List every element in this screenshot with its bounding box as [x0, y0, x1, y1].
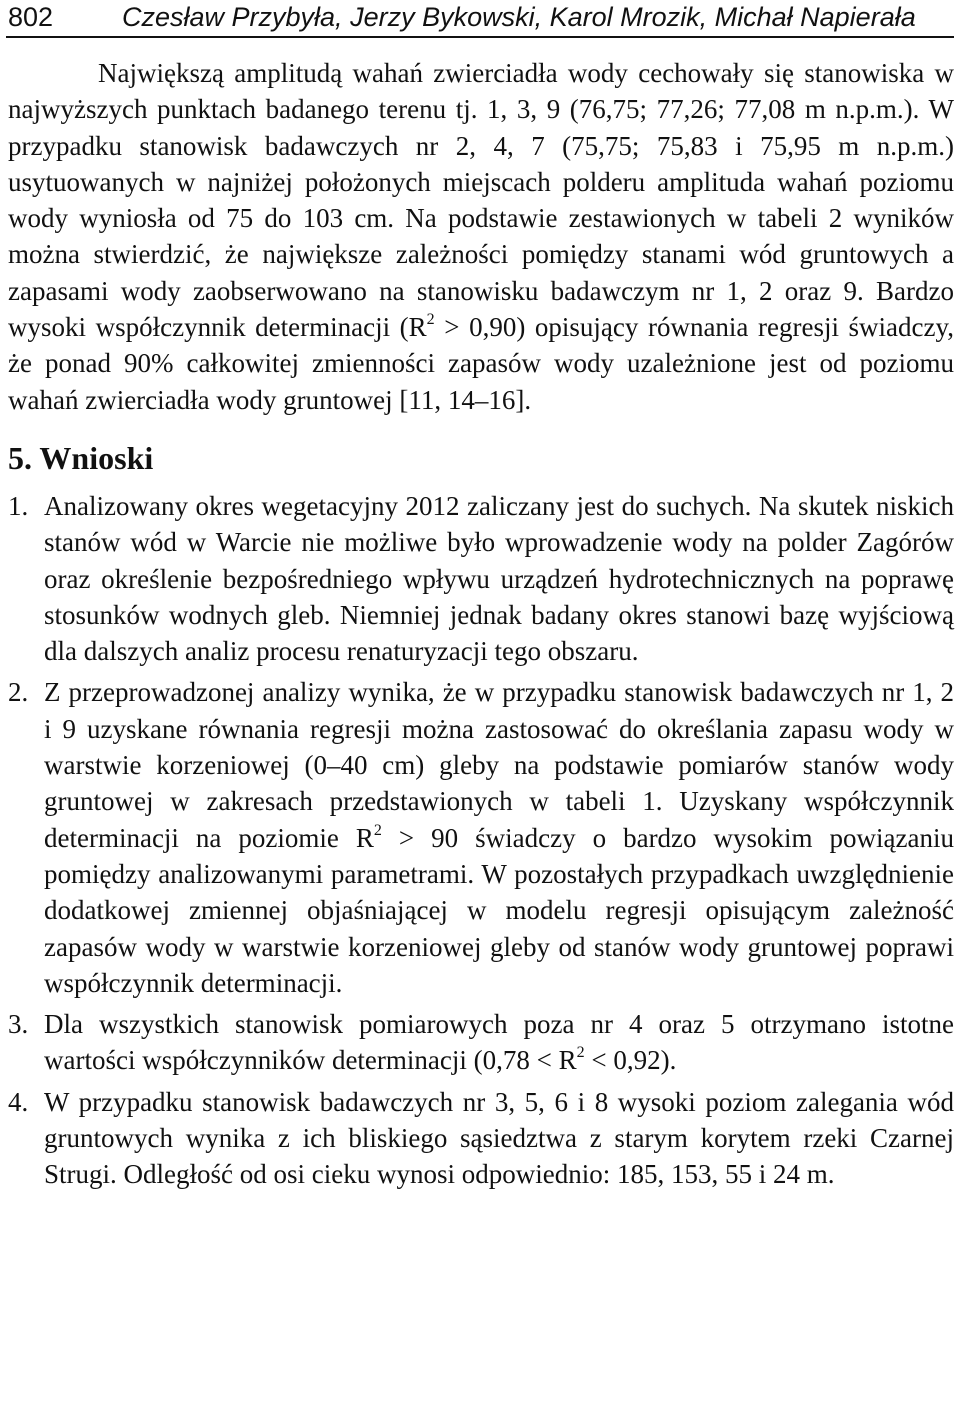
header-rule — [6, 36, 954, 38]
conclusion-number: 2. — [8, 677, 29, 708]
superscript-2: 2 — [576, 1044, 585, 1062]
superscript-2: 2 — [426, 311, 435, 329]
results-text-part1: Największą amplitudą wahań zwierciadła wody cechowały się stanowiska w najwyższych punktach badanego terenu tj. 1, 3, 9 (76,75; 77,26; 77,08 m n.p.m.). W przypadku stanowisk badawczych nr 2, 4, 7 (75,75; 75,83 i 75,95 m n.p.m.) usytuowanych w najniżej położonych miejscach polderu amplituda wahań poziomu wody wyniosła od 75 do 103 cm. Na podstawie zestawionych w tabeli 2 wyników można stwierdzić, że największe zależności pomiędzy stanami wód gruntowych a zapasami wody zaobserwowano na stanowisku badawczym nr 1, 2 oraz 9. Bardzo wysoki współczynnik determinacji (R — [8, 58, 954, 343]
conclusion-item — [8, 674, 954, 1001]
page-number: 802 — [8, 2, 54, 32]
conclusion-number: 1. — [8, 490, 29, 521]
conclusion-item — [8, 488, 954, 669]
conclusions-list — [8, 488, 954, 1193]
conclusion-text: Analizowany okres wegetacyjny 2012 zaliczany jest do suchych. Na skutek niskich stanów wód w Warcie nie możliwe było wprowadzenie wody na polder Zagórów oraz określenie bezpośredniego wpływu urządzeń hydrotechnicznych na poprawę stosunków wodnych gleb. Niemniej jednak badany okres stanowi bazę wyjściową dla dalszych analiz procesu renaturyzacji tego obszaru. — [44, 490, 954, 667]
section-title-conclusions: 5. Wnioski — [8, 439, 154, 476]
conclusion-text-part-a: Z przeprowadzonej analizy wynika, że w przypadku stanowisk badawczych nr 1, 2 i 9 uzyskane równania regresji można zastosować do określania zapasu wody w warstwie korzeniowej (0–40 cm) gleby na podstawie pomiarów stanów wody gruntowej w zakresach przedstawionych w tabeli 1. Uzyskany współczynnik determinacji na poziomie R — [44, 677, 954, 853]
conclusion-text-part-a: Dla wszystkich stanowisk pomiarowych poza nr 4 oraz 5 otrzymano istotne wartości współczynników determinacji (0,78 < R — [44, 1009, 954, 1076]
conclusion-number: 4. — [8, 1086, 29, 1117]
results-text-part2: > 0,90) opisujący równania regresji świadczy, że ponad 90% całkowitej zmienności zapasów wody uzależnione jest od poziomu wahań zwierciadła wody gruntowej [11, 14–16]. — [8, 312, 954, 415]
conclusion-item — [8, 1006, 954, 1079]
conclusion-text: W przypadku stanowisk badawczych nr 3, 5, 6 i 8 wysoki poziom zalegania wód gruntowych wynika z ich bliskiego sąsiedztwa z starym korytem rzeki Czarnej Strugi. Odległość od osi cieku wynosi odpowiednio: 185, 153, 55 i 24 m. — [44, 1086, 954, 1190]
superscript-2: 2 — [373, 821, 382, 839]
page-body — [8, 55, 954, 1198]
page-header — [0, 0, 960, 46]
results-paragraph — [8, 55, 954, 418]
conclusion-text-part-b: > 90 świadczy o bardzo wysokim powiązaniu pomiędzy analizowanymi parametrami. W pozostałych przypadkach uwzględnienie dodatkowej zmiennej objaśniającej w modelu regresji opisującym zależność zapasów wody w warstwie korzeniowej gleby od stanów wody gruntowej poprawi współczynnik determinacji. — [44, 822, 955, 998]
conclusion-item — [8, 1084, 954, 1193]
conclusion-number: 3. — [8, 1009, 29, 1040]
running-head-authors: Czesław Przybyła, Jerzy Bykowski, Karol Mrozik, Michał Napierała — [122, 2, 916, 32]
conclusion-text-part-b: < 0,92). — [584, 1045, 677, 1076]
